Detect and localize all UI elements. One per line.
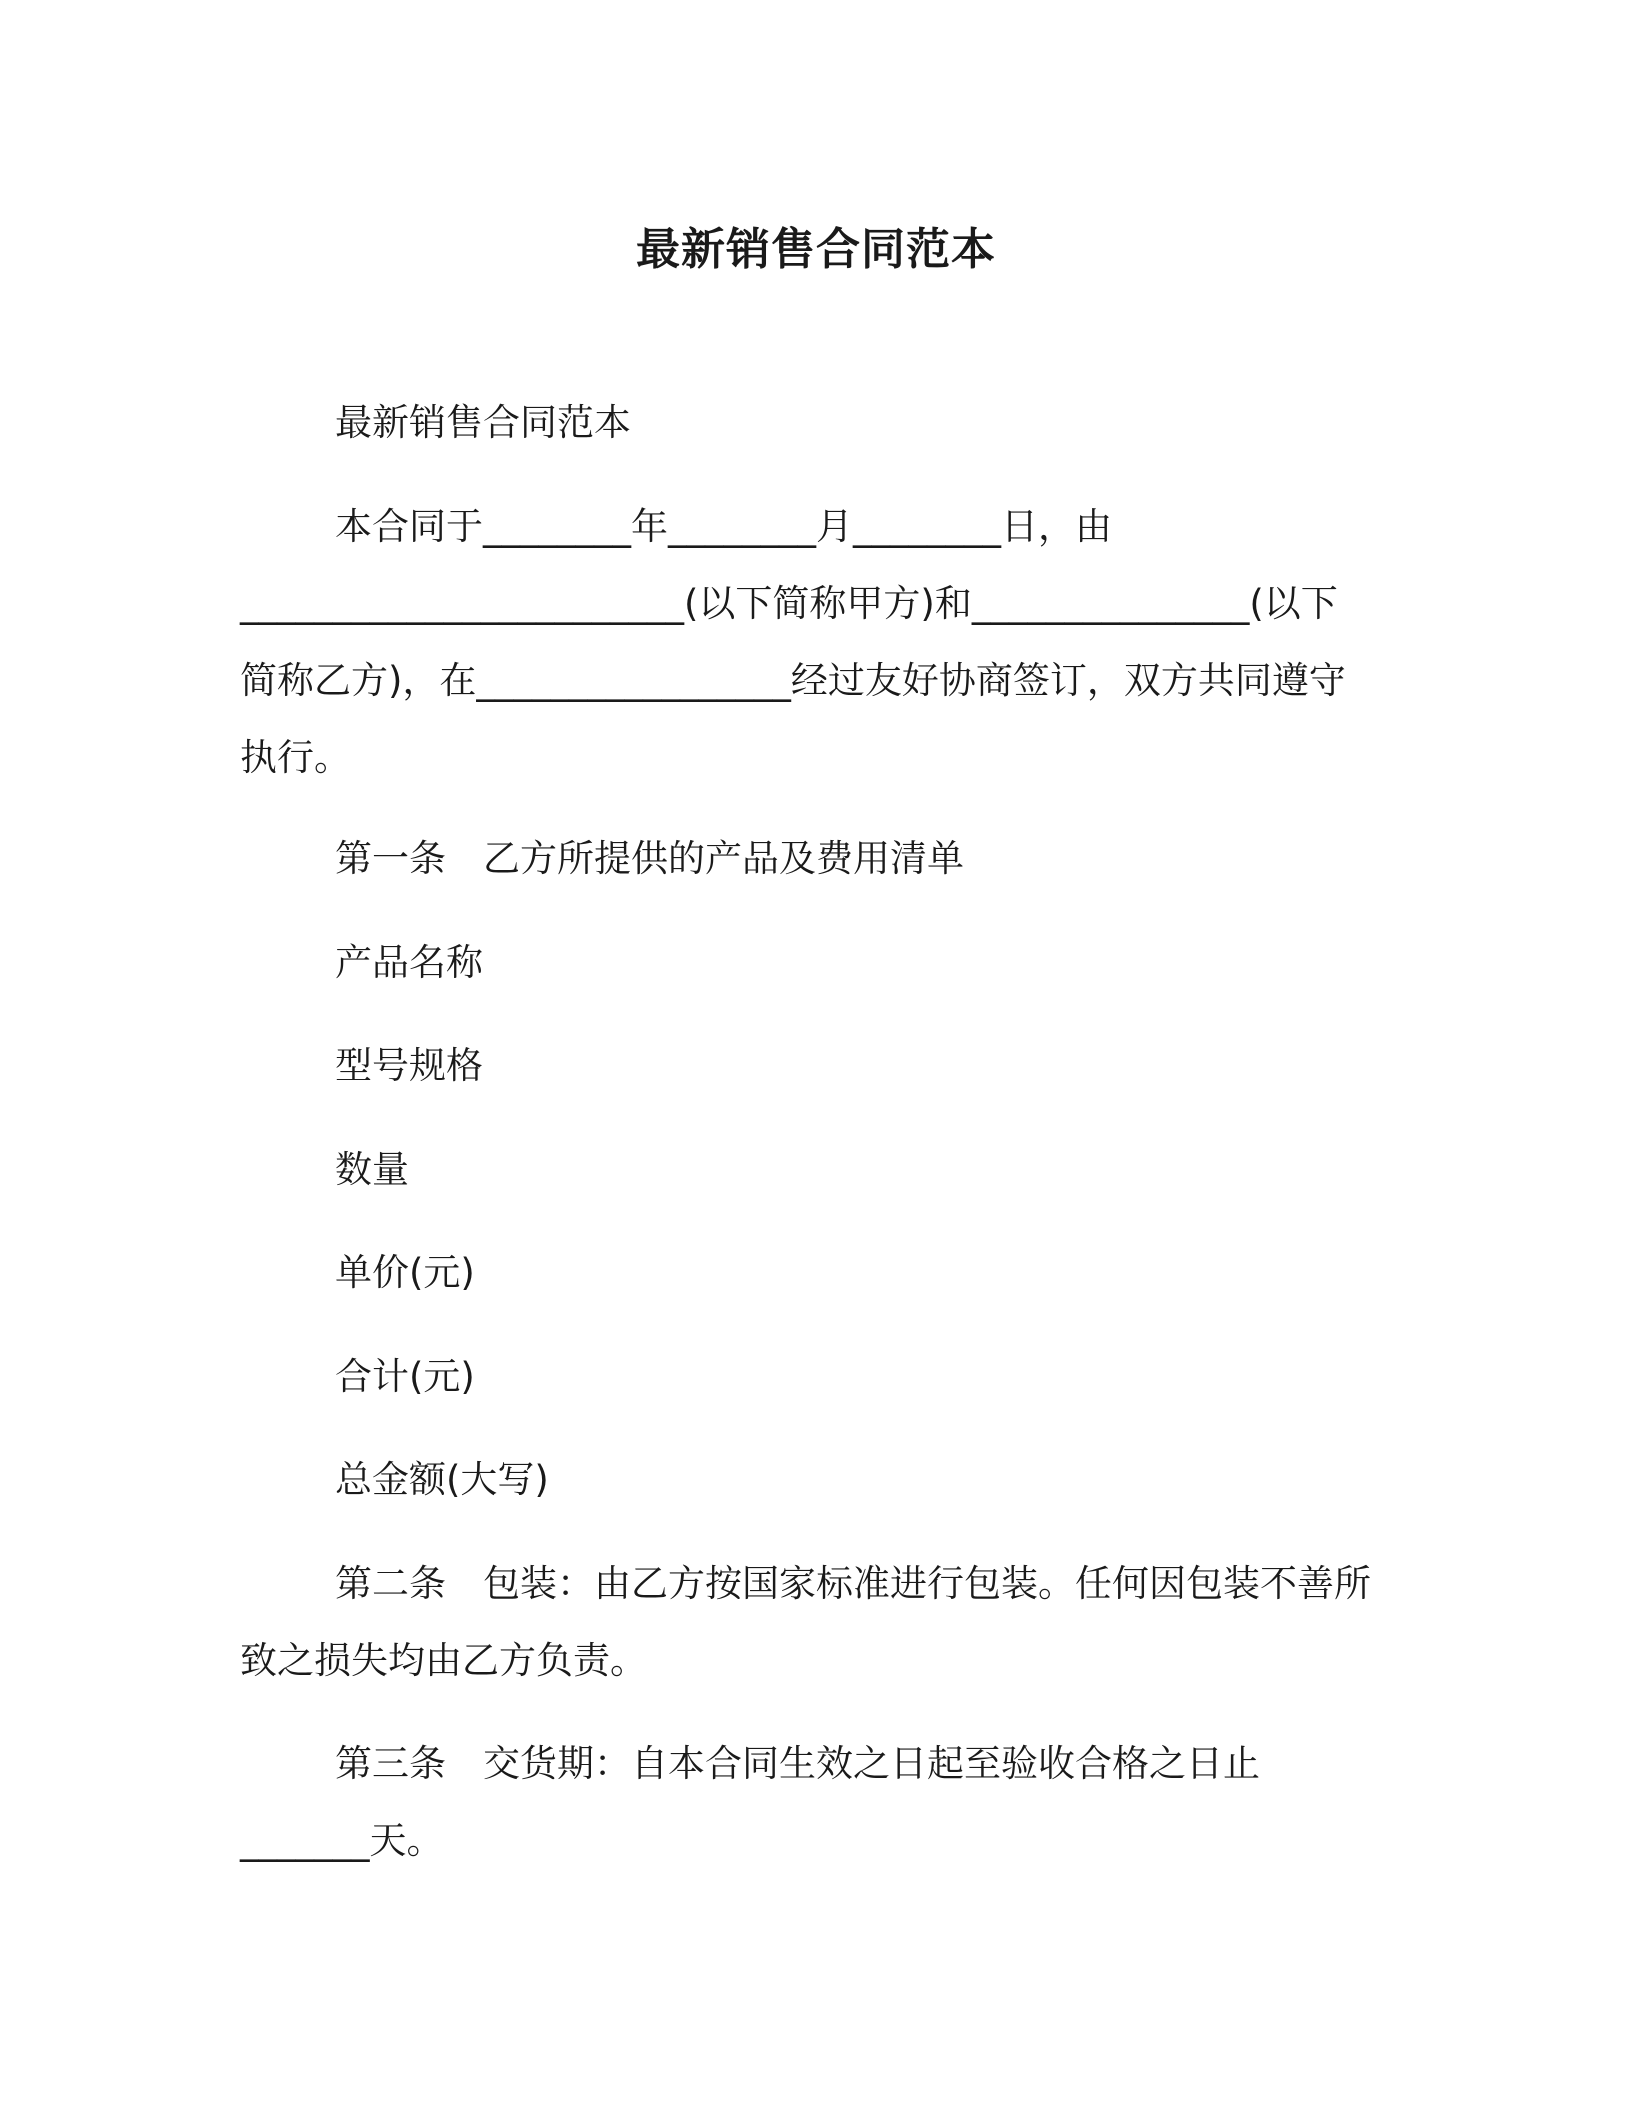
article-2-line-2: 致之损失均由乙方负责。 xyxy=(240,1639,647,1682)
article-1-heading: 第一条 乙方所提供的产品及费用清单 xyxy=(335,837,964,880)
product-field-spec: 型号规格 xyxy=(335,1044,483,1087)
product-field-unit-price: 单价(元) xyxy=(335,1251,475,1294)
product-field-name: 产品名称 xyxy=(335,941,483,984)
intro-line-1: 本合同于________年________月________日，由 xyxy=(335,505,1112,548)
product-field-total-amount: 总金额(大写) xyxy=(335,1458,549,1501)
article-3-line-2: _______天。 xyxy=(240,1819,444,1862)
intro-line-2: ________________________(以下简称甲方)和_______________(以下 xyxy=(240,582,1338,625)
document-title: 最新销售合同范本 xyxy=(636,224,996,275)
intro-line-4: 执行。 xyxy=(240,736,351,779)
product-field-subtotal: 合计(元) xyxy=(335,1355,475,1398)
product-field-quantity: 数量 xyxy=(335,1148,409,1191)
document-subtitle: 最新销售合同范本 xyxy=(335,401,631,444)
intro-line-3: 简称乙方)，在_________________经过友好协商签订，双方共同遵守 xyxy=(240,659,1346,702)
article-3-line-1: 第三条 交货期：自本合同生效之日起至验收合格之日止 xyxy=(335,1742,1260,1785)
article-2-line-1: 第二条 包装：由乙方按国家标准进行包装。任何因包装不善所 xyxy=(335,1562,1371,1605)
